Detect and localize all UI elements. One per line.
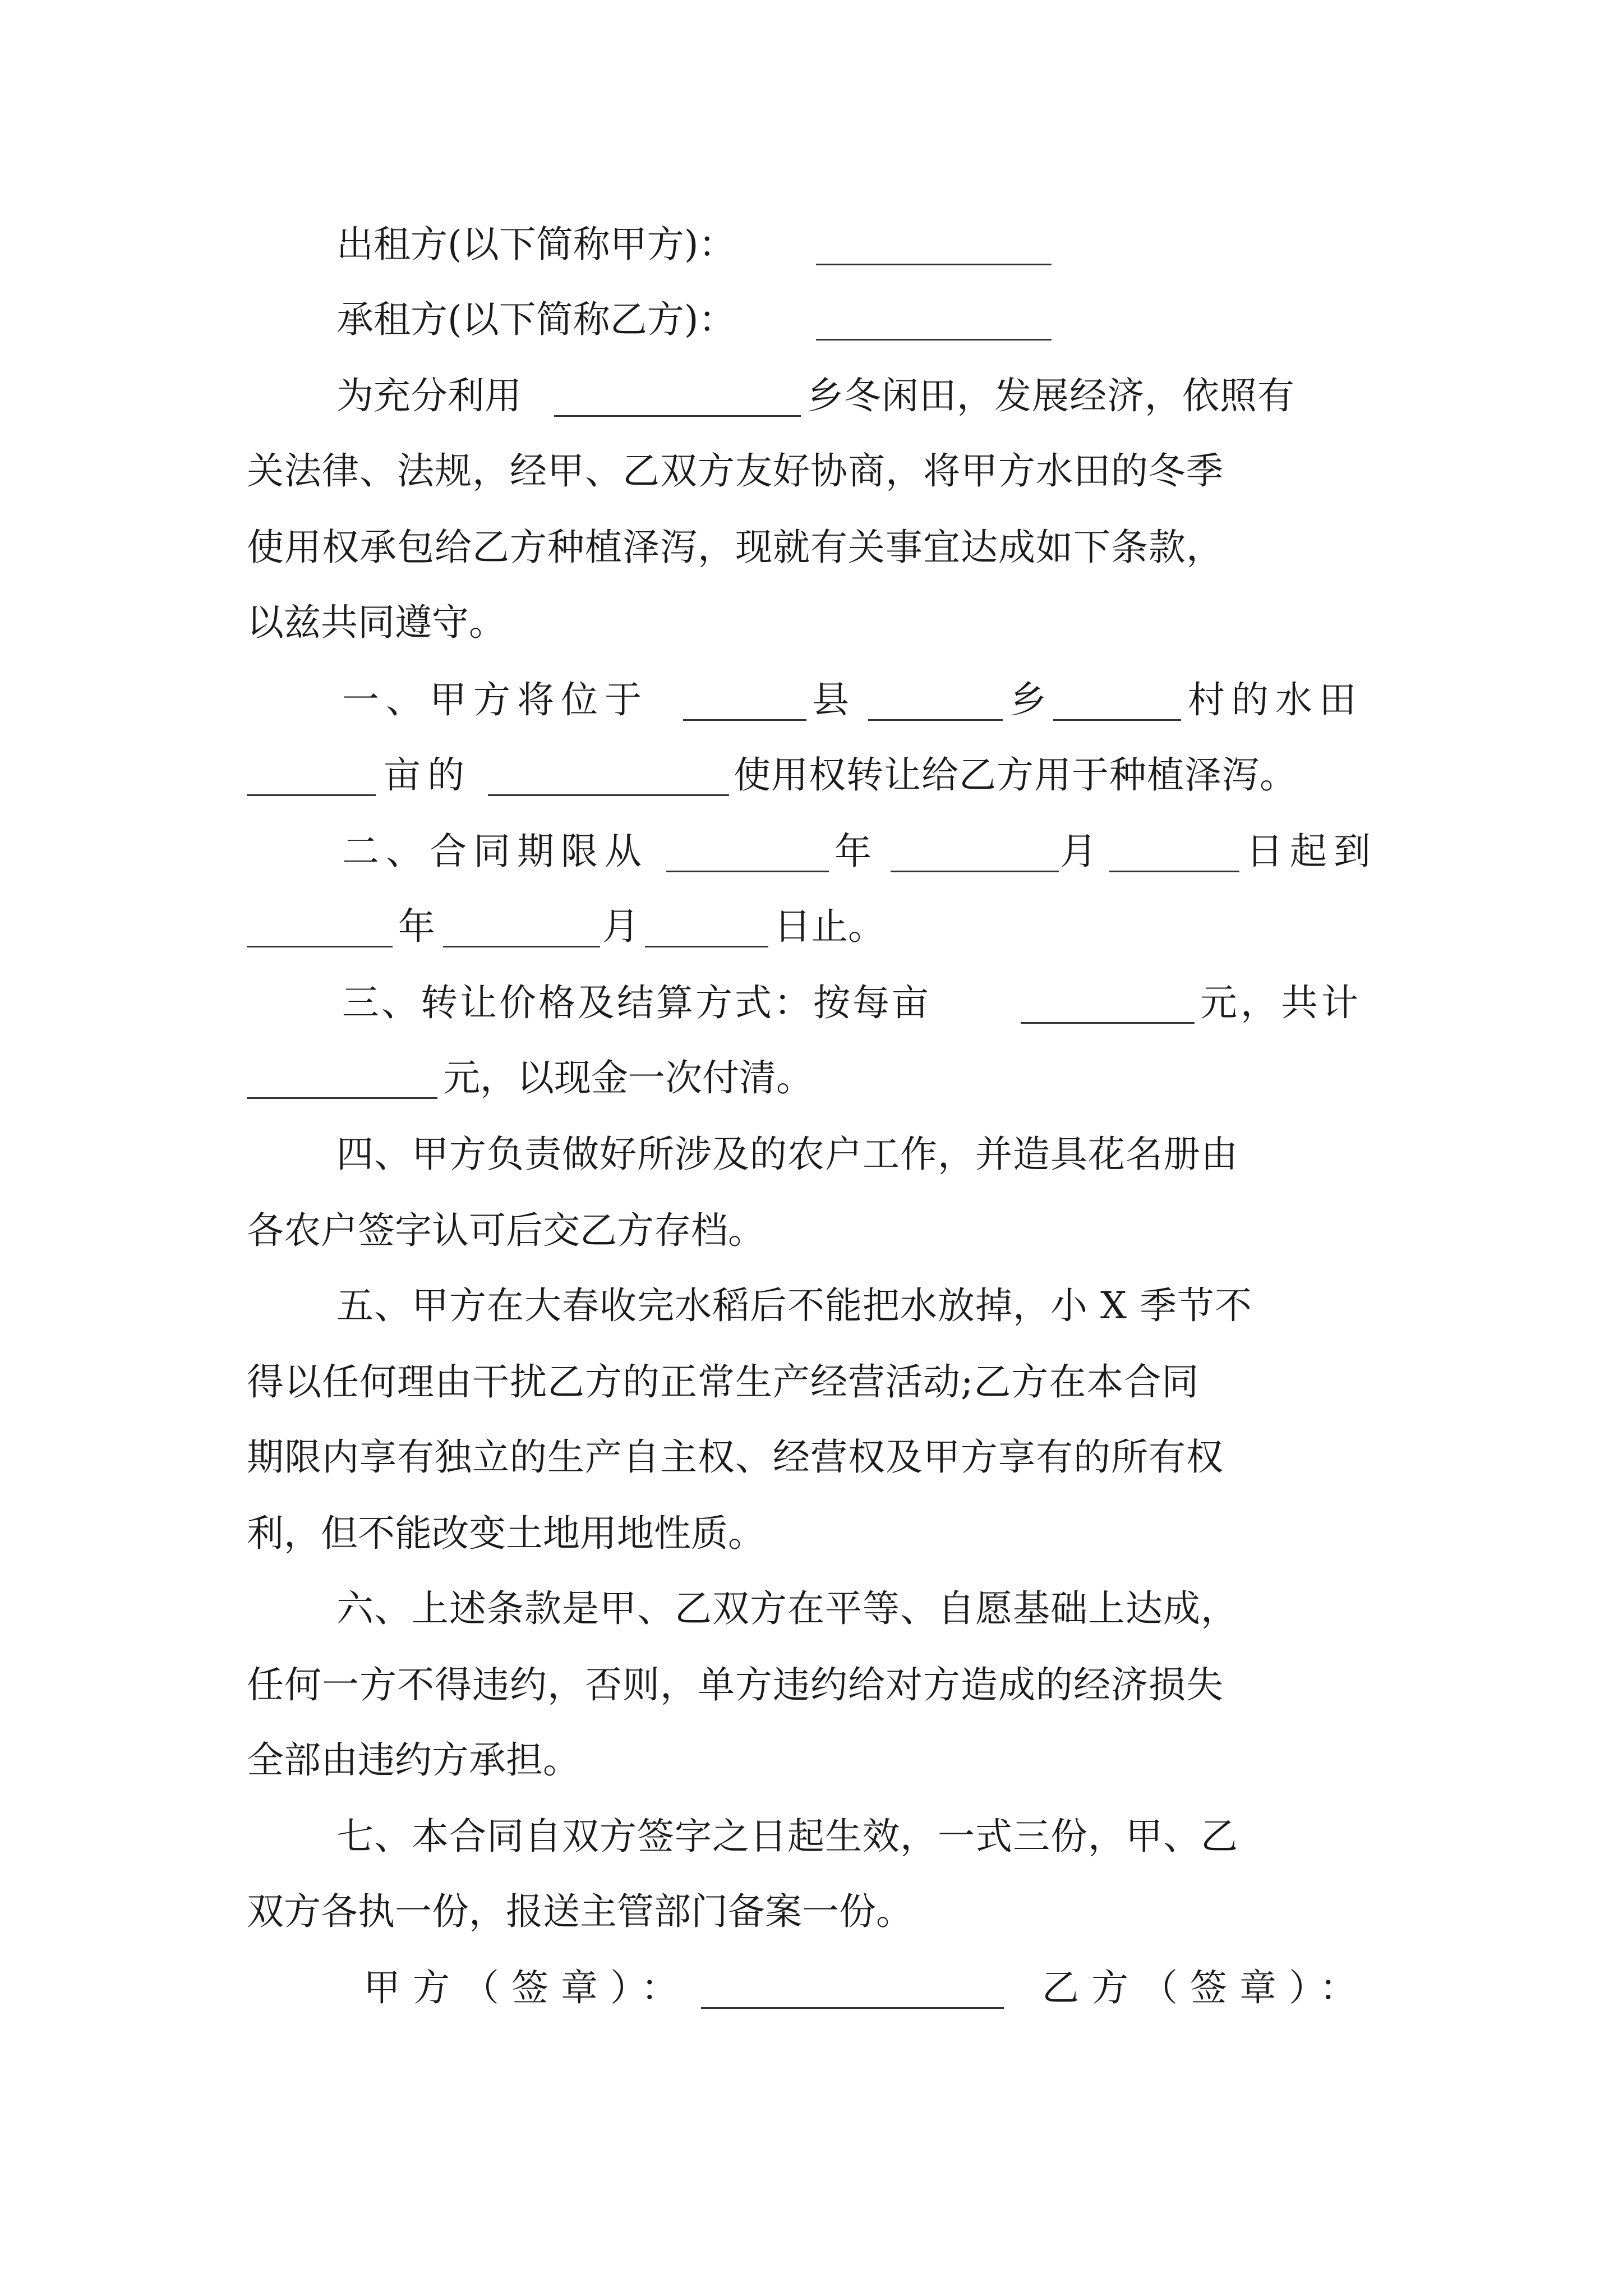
preamble-line-1 bbox=[0, 357, 1623, 435]
clause-2-line-2 bbox=[0, 887, 1623, 966]
clause-5-text: 利，但不能改变土地用地性质。 bbox=[247, 1512, 765, 1555]
clause-6-text: 全部由违约方承担。 bbox=[247, 1738, 580, 1782]
clause-7-text: 七、本合同自双方签字之日起生效，一式三份，甲、乙 bbox=[336, 1815, 1238, 1858]
end-day-blank bbox=[645, 946, 768, 947]
clause-2-text: 月 bbox=[602, 905, 639, 948]
township-blank bbox=[554, 415, 801, 417]
end-year-blank bbox=[247, 946, 393, 947]
clause-3-text: 元，以现金一次付清。 bbox=[443, 1056, 813, 1099]
preamble-text: 使用权承包给乙方种植泽泻，现就有关事宜达成如下条款， bbox=[247, 526, 1224, 569]
clause-5-text: 得以任何理由干扰乙方的正常生产经营活动;乙方在本合同 bbox=[247, 1360, 1200, 1404]
clause-2-line-1 bbox=[0, 812, 1623, 891]
field-blank bbox=[488, 794, 729, 796]
clause-4-line-2 bbox=[0, 1191, 1623, 1270]
clause-1-text: 村的水田 bbox=[1188, 678, 1363, 721]
clause-4-line-1 bbox=[0, 1115, 1623, 1194]
clause-5-text: 五、甲方在大春收完水稻后不能把水放掉，小 X 季节不 bbox=[336, 1284, 1252, 1327]
clause-6-line-1 bbox=[0, 1570, 1623, 1648]
lessee-line bbox=[0, 280, 1623, 359]
preamble-text: 乡冬闲田，发展经济，依照有 bbox=[806, 374, 1295, 417]
village-blank bbox=[1053, 719, 1181, 721]
clause-3-line-2 bbox=[0, 1039, 1623, 1117]
clause-1-text: 乡 bbox=[1009, 678, 1046, 721]
clause-1-text: 一、甲方将位于 bbox=[342, 678, 648, 721]
clause-2-text: 日起到 bbox=[1246, 830, 1377, 873]
clause-2-text: 日止。 bbox=[774, 905, 885, 948]
preamble-text: 关法律、法规，经甲、乙双方友好协商，将甲方水田的冬季 bbox=[247, 449, 1224, 493]
preamble-line-3 bbox=[0, 508, 1623, 587]
mu-blank bbox=[247, 794, 376, 796]
preamble-line-4 bbox=[0, 583, 1623, 662]
clause-1-line-1 bbox=[0, 661, 1623, 739]
lessor-label: 出租方(以下简称甲方)： bbox=[336, 223, 736, 266]
clause-3-line-1 bbox=[0, 964, 1623, 1042]
end-month-blank bbox=[443, 946, 600, 947]
lessor-blank bbox=[816, 264, 1052, 265]
lessee-blank bbox=[816, 339, 1052, 341]
start-month-blank bbox=[891, 871, 1059, 872]
clause-7-line-1 bbox=[0, 1797, 1623, 1876]
price-per-mu-blank bbox=[1021, 1022, 1195, 1024]
clause-5-line-3 bbox=[0, 1418, 1623, 1497]
clause-7-line-2 bbox=[0, 1872, 1623, 1951]
clause-1-text: 使用权转让给乙方用于种植泽泻。 bbox=[734, 753, 1297, 797]
preamble-text: 以兹共同遵守。 bbox=[247, 601, 506, 644]
clause-6-text: 任何一方不得违约，否则，单方违约给对方造成的经济损失 bbox=[247, 1663, 1224, 1706]
county-blank bbox=[683, 719, 806, 721]
clause-2-text: 年 bbox=[398, 905, 435, 948]
signature-line bbox=[0, 1949, 1623, 2027]
clause-2-text: 二、合同期限从 bbox=[342, 830, 648, 873]
preamble-line-2 bbox=[0, 432, 1623, 510]
clause-1-text: 亩的 bbox=[384, 753, 471, 797]
clause-6-line-2 bbox=[0, 1646, 1623, 1724]
lessee-label: 承租方(以下简称乙方)： bbox=[336, 298, 736, 341]
town-blank bbox=[868, 719, 1003, 721]
clause-6-line-3 bbox=[0, 1721, 1623, 1800]
start-year-blank bbox=[666, 871, 829, 872]
preamble-text: 为充分利用 bbox=[336, 374, 522, 417]
clause-5-line-2 bbox=[0, 1343, 1623, 1421]
clause-3-text: 三、转让价格及结算方式：按每亩 bbox=[342, 981, 931, 1024]
start-day-blank bbox=[1109, 871, 1239, 872]
party-a-signature-blank bbox=[701, 2007, 1004, 2009]
clause-2-text: 月 bbox=[1060, 830, 1097, 873]
clause-4-text: 四、甲方负责做好所涉及的农户工作，并造具花名册由 bbox=[336, 1133, 1238, 1176]
party-a-signature-label: 甲方（签章）： bbox=[363, 1966, 690, 2009]
clause-4-text: 各农户签字认可后交乙方存档。 bbox=[247, 1209, 765, 1252]
clause-5-line-4 bbox=[0, 1494, 1623, 1573]
clause-5-text: 期限内享有独立的生产自主权、经营权及甲方享有的所有权 bbox=[247, 1435, 1224, 1479]
total-price-blank bbox=[247, 1097, 437, 1099]
clause-5-line-1 bbox=[0, 1267, 1623, 1345]
clause-7-text: 双方各执一份，报送主管部门备案一份。 bbox=[247, 1890, 913, 1933]
clause-1-text: 县 bbox=[812, 678, 849, 721]
clause-1-line-2 bbox=[0, 736, 1623, 815]
clause-6-text: 六、上述条款是甲、乙双方在平等、自愿基础上达成， bbox=[336, 1587, 1238, 1630]
lessor-line bbox=[0, 205, 1623, 284]
party-b-signature-label: 乙方（签章）： bbox=[1042, 1966, 1369, 2009]
clause-3-text: 元，共计 bbox=[1200, 981, 1362, 1024]
clause-2-text: 年 bbox=[834, 830, 872, 873]
